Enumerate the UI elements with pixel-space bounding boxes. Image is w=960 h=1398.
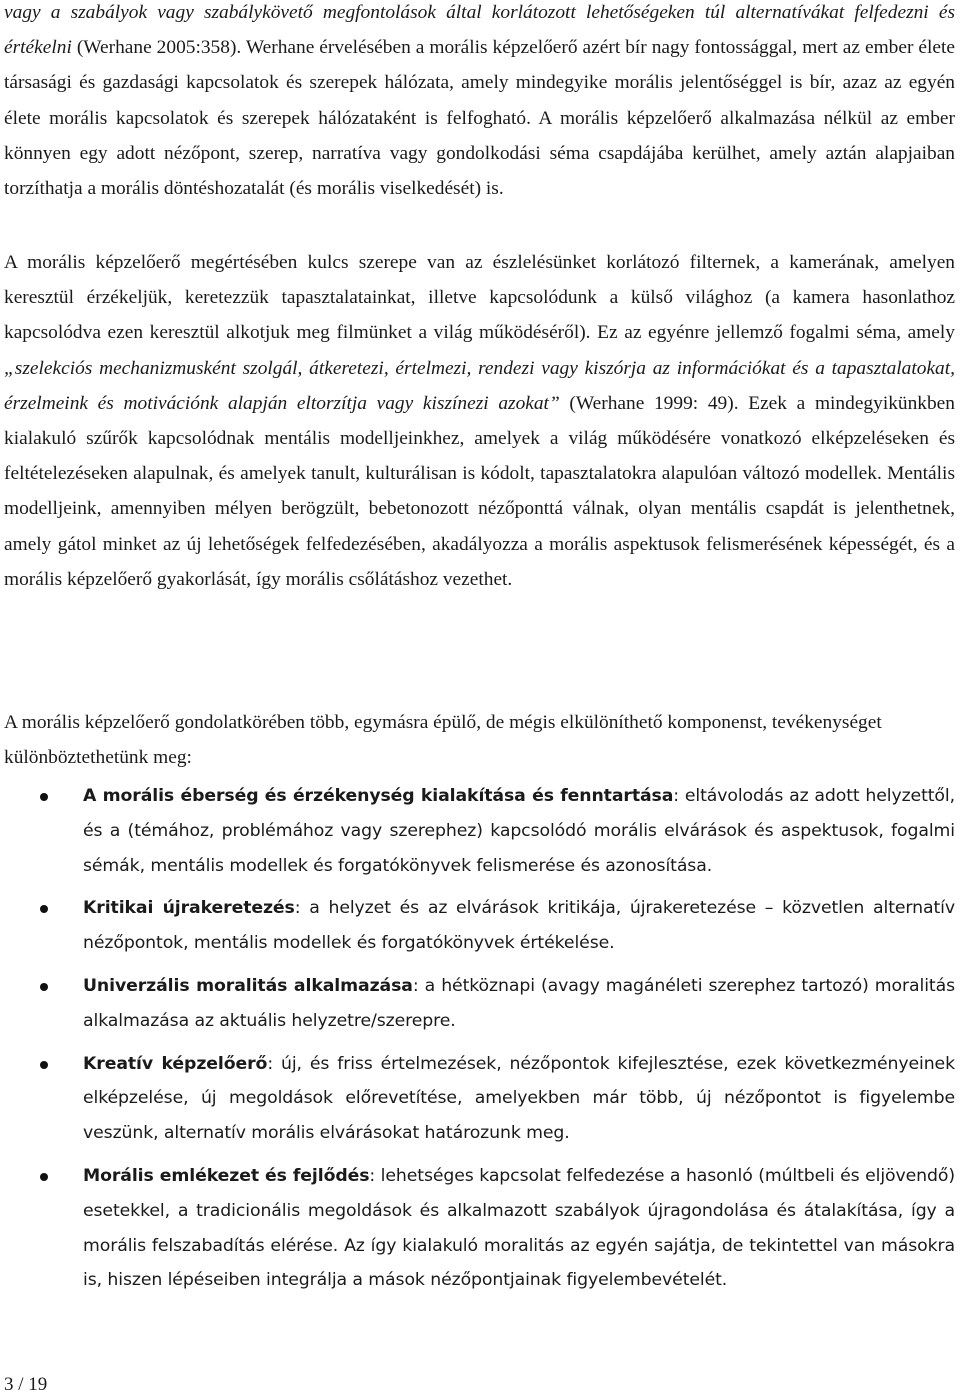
paragraph-text: (Werhane 2005:358). Werhane érvelésében a morális képzelőerő azért bír nagy fontossággal, mert az ember élete társasági és gazdasági kapcsolatok és szerepek hálózata, amely mindegyike morális jelentőséggel is bír, azaz az egyén élete morális kapcsolatok és szerepek hálózataként is felfogható. A morális képzelőerő alkalmazása nélkül az ember könnyen egy adott nézőpont, szerep, narratíva vagy gondolkodási séma csapdájába kerülhet, amely aztán alapjaiban torzíthatja a morális döntéshozatalát (és morális viselkedését) is. [4, 37, 955, 200]
item-title: Kritikai újrakeretezés [83, 898, 295, 919]
bullet-icon [40, 1061, 48, 1069]
item-text: : a helyzet és az elvárások kritikája, újrakeretezése – közvetlen alternatív nézőpontok, mentális modellek és forgatókönyvek értékelése. [83, 898, 955, 954]
item-text: : a hétköznapi (avagy magánéleti szerephez tartozó) moralitás alkalmazása az aktuális helyzetre/szerepre. [83, 975, 955, 1031]
list-item [0, 1047, 955, 1151]
list-item [0, 969, 955, 1039]
bullet-icon [40, 1173, 48, 1181]
item-title: A morális éberség és érzékenység kialakítása és fenntartása [83, 786, 674, 806]
component-list [0, 779, 955, 1306]
list-item [0, 1159, 955, 1298]
item-text: : új, és friss értelmezések, nézőpontok kifejlesztése, ezek következményeinek elképzelése, új megoldások előrevetítése, amelyekben már több, új nézőpontot is figyelembe veszünk, alternatív morális elvárásokat határozunk meg. [83, 1053, 955, 1144]
item-text: : lehetséges kapcsolat felfedezése a hasonló (múltbeli és eljövendő) esetekkel, a tradicionális megoldások és alkalmazott szabályok újragondolása és átalakítása, így a morális felszabadítás elérése. Az így kialakuló moralitás az egyén sajátja, de tekintettel van másokra is, hiszen lépéseiben integrálja a mások nézőpontjainak figyelembevételét. [83, 1165, 955, 1291]
paragraph-text: A morális képzelőerő megértésében kulcs szerepe van az észlelésünket korlátozó filternek, a kamerának, amelyen keresztül érzékeljük, keretezzük tapasztalatainkat, illetve kapcsolódunk a külső világhoz (a kamera hasonlathoz kapcsolódva ezen keresztül alkotjuk meg filmünket a világ működéséről). Ez az egyénre jellemző fogalmi séma, amely [4, 252, 955, 344]
quote-italic: „szelekciós mechanizmusként szolgál, átkeretezi, értelmezi, rendezi vagy kiszórja az információkat és a tapasztalatokat, érzelmeink és motivációnk alapján eltorzítja vagy kiszínezi azokat” [4, 357, 955, 414]
paragraph-3: A morális képzelőerő gondolatkörében több, egymásra épülő, de mégis elkülöníthető komponenst, tevékenységet különböztethetünk meg: [4, 712, 882, 769]
list-item [0, 779, 955, 883]
list-item [0, 891, 955, 961]
item-text: : eltávolodás az adott helyzettől, és a (témához, problémához vagy szerephez) kapcsolódó morális elvárások és aspektusok, fogalmi sémák, mentális modellek és forgatókönyvek felismerése és azonosítása. [83, 786, 955, 876]
paragraph-1 [4, 0, 955, 206]
item-title: Morális emlékezet és fejlődés [83, 1165, 370, 1186]
bullet-icon [40, 793, 48, 801]
bullet-icon [40, 905, 48, 913]
item-title: Kreatív képzelőerő [83, 1053, 268, 1074]
page-number: 3 / 19 [4, 1374, 48, 1395]
paragraph-2 [4, 245, 955, 597]
bullet-icon [40, 983, 48, 991]
quote-italic: vagy a szabályok vagy szabálykövető megfontolások által korlátozott lehetőségeken túl alternatívákat felfedezni és értékelni [4, 2, 955, 59]
paragraph-text: (Werhane 1999: 49). Ezek a mindegyikünkben kialakuló szűrők kapcsolódnak mentális modelljeinkhez, amelyek a világ működésére vonatkozó elképzeléseken és feltételezéseken alapulnak, és amelyek tanult, kulturálisan is kódolt, tapasztalatokra alapulóan változó modellek. Mentális modelljeink, amennyiben mélyen berögzült, bebetonozott nézőponttá válnak, olyan mentális csapdát is jelenthetnek, amely gátol minket az új lehetőségek felfedezésében, akadályozza a morális aspektusok felismerésének képességét, és a morális képzelőerő gyakorlását, így morális csőlátáshoz vezethet. [4, 392, 955, 590]
item-title: Univerzális moralitás alkalmazása [83, 975, 413, 996]
